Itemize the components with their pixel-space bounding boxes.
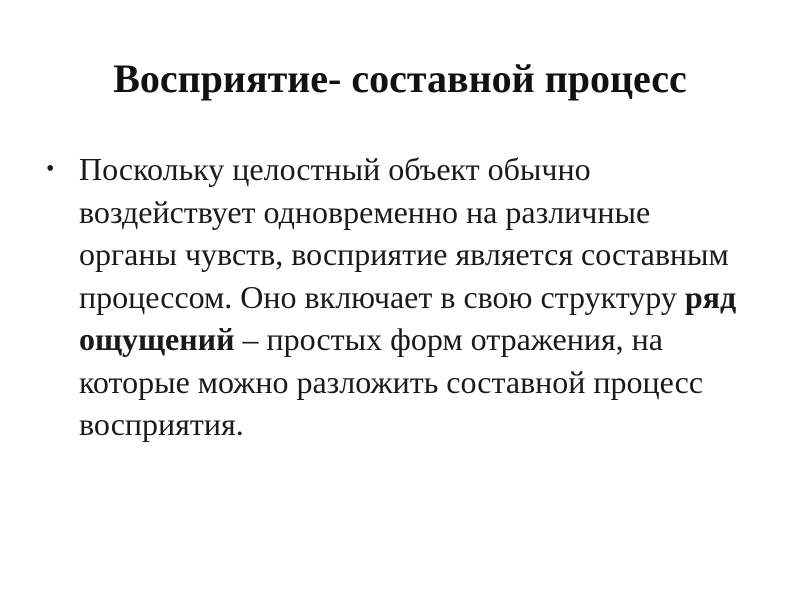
bullet-point-icon: •: [46, 156, 55, 182]
slide-content: [46, 148, 746, 446]
emphasized-term: ряд ощущений: [79, 278, 737, 357]
bullet-text-intro: Поскольку целостный объект обычно воздействует одновременно на различные органы чувств, восприятие является составным процессом. Оно включает в свою структуру: [79, 151, 729, 315]
bullet-text: [79, 151, 736, 442]
bullet-item: [46, 148, 746, 446]
bullet-text-continuation: – простых форм отражения, на которые можно разложить составной процесс восприятия.: [79, 321, 704, 442]
slide-title: Восприятие- составной процесс: [113, 56, 687, 101]
